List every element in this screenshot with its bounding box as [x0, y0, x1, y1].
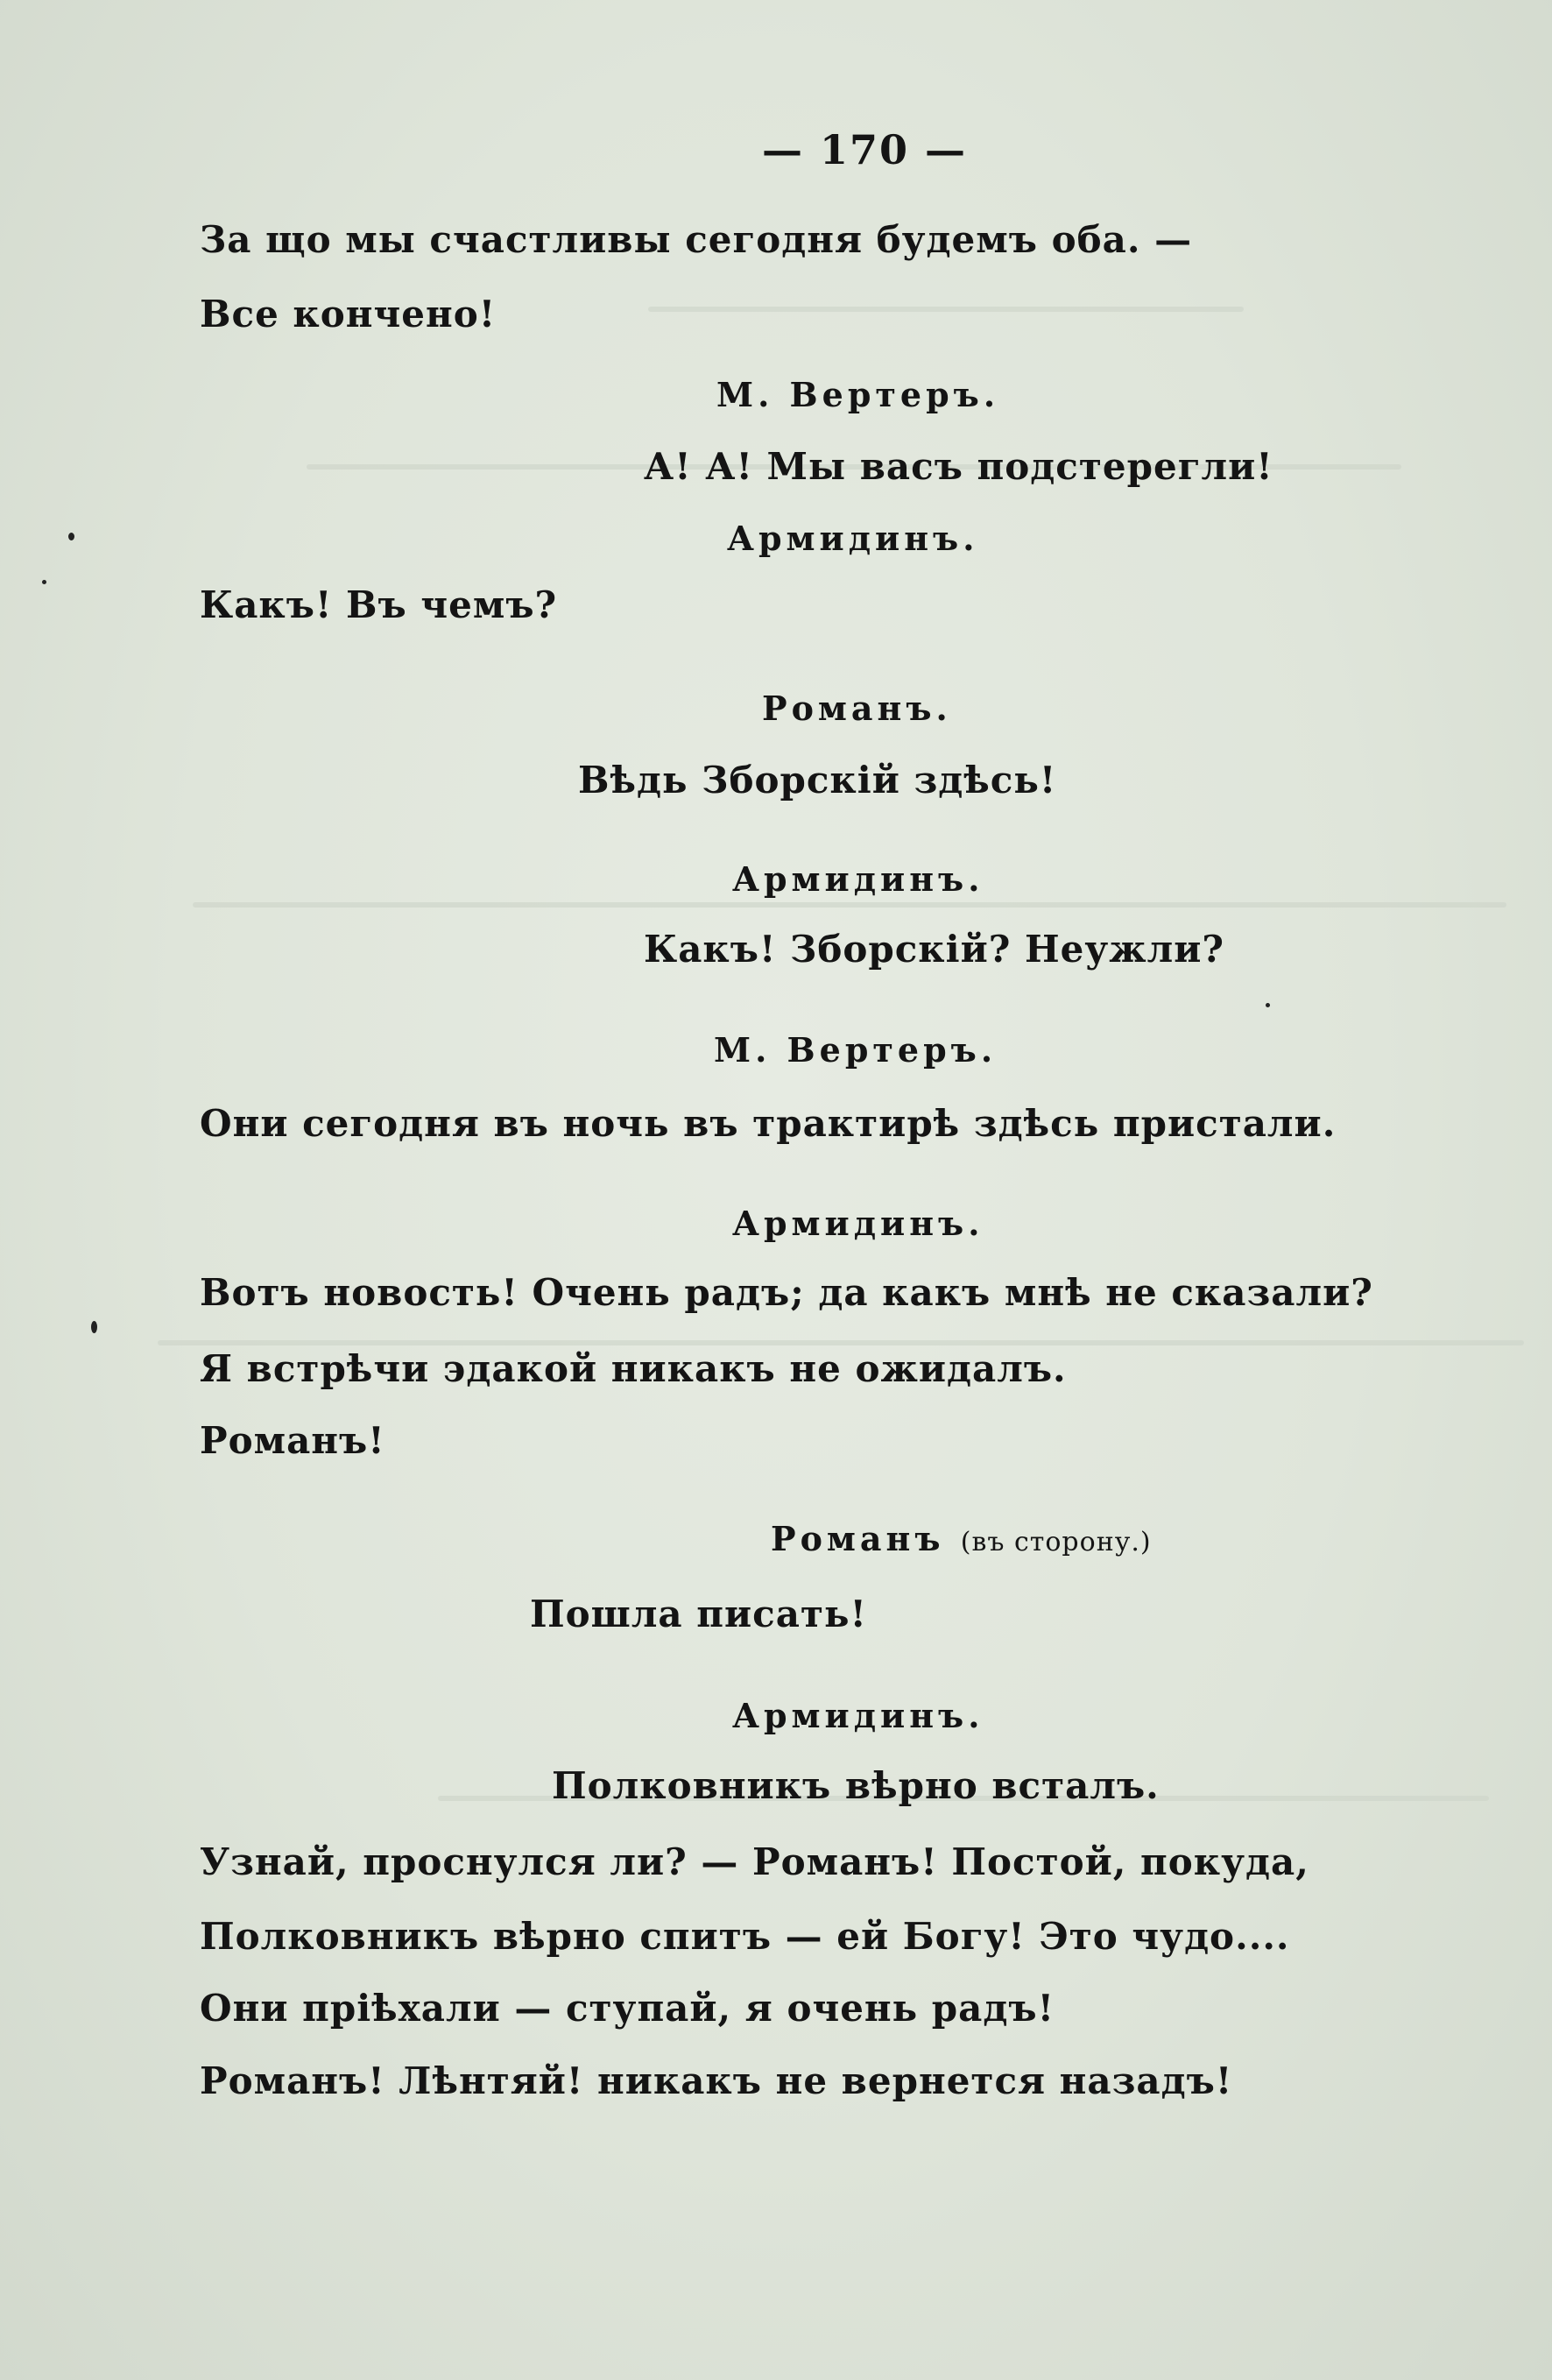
bleed-through-mark [158, 1340, 1524, 1345]
speaker-name: Армидинъ. [727, 519, 979, 558]
verse-line: Я встрѣчи эдакой никакъ не ожидалъ. [200, 1347, 1067, 1390]
verse-line: Полковникъ вѣрно спитъ — ей Богу! Это чудо.... [200, 1915, 1290, 1958]
ink-speck [68, 533, 74, 540]
verse-line: Вѣдь Зборскій здѣсь! [578, 759, 1057, 802]
verse-line: Какъ! Зборскій? Неужли? [644, 928, 1225, 971]
verse-line: Пошла писать! [530, 1593, 867, 1635]
bleed-through-mark [648, 307, 1244, 312]
ink-speck [91, 1321, 97, 1333]
verse-line: А! А! Мы васъ подстерегли! [644, 445, 1273, 488]
ink-speck [1266, 1003, 1270, 1007]
speaker-name: Армидинъ. [732, 1204, 984, 1243]
stage-direction: (въ сторону.) [960, 1527, 1152, 1557]
ink-speck [42, 580, 46, 584]
speaker-name: Армидинъ. [732, 859, 984, 899]
verse-line: Они сегодня въ ночь въ трактирѣ здѣсь пристали. [200, 1102, 1337, 1145]
verse-line: Вотъ новость! Очень радъ; да какъ мнѣ не сказали? [200, 1271, 1373, 1314]
page-number: — 170 — [762, 126, 968, 173]
verse-line: За що мы счастливы сегодня будемъ оба. — [200, 218, 1193, 261]
speaker-name [771, 1519, 1152, 1558]
verse-line: Полковникъ вѣрно всталъ. [552, 1764, 1160, 1807]
verse-line: Какъ! Въ чемъ? [200, 583, 558, 626]
speaker-name: Романъ. [762, 689, 952, 728]
speaker-name: Армидинъ. [732, 1696, 984, 1735]
verse-line: Романъ! Лѣнтяй! никакъ не вернется назадъ! [200, 2059, 1233, 2102]
speaker-name-text: Романъ [771, 1519, 945, 1558]
verse-line: Они пріѣхали — ступай, я очень радъ! [200, 1987, 1055, 2030]
verse-line: Узнай, проснулся ли? — Романъ! Постой, покуда, [200, 1840, 1309, 1883]
verse-line: Все кончено! [200, 293, 497, 335]
verse-line: Романъ! [200, 1419, 385, 1462]
speaker-name: М. Вертеръ. [714, 1030, 998, 1070]
bleed-through-mark [193, 902, 1506, 908]
speaker-name: М. Вертеръ. [716, 375, 1000, 414]
